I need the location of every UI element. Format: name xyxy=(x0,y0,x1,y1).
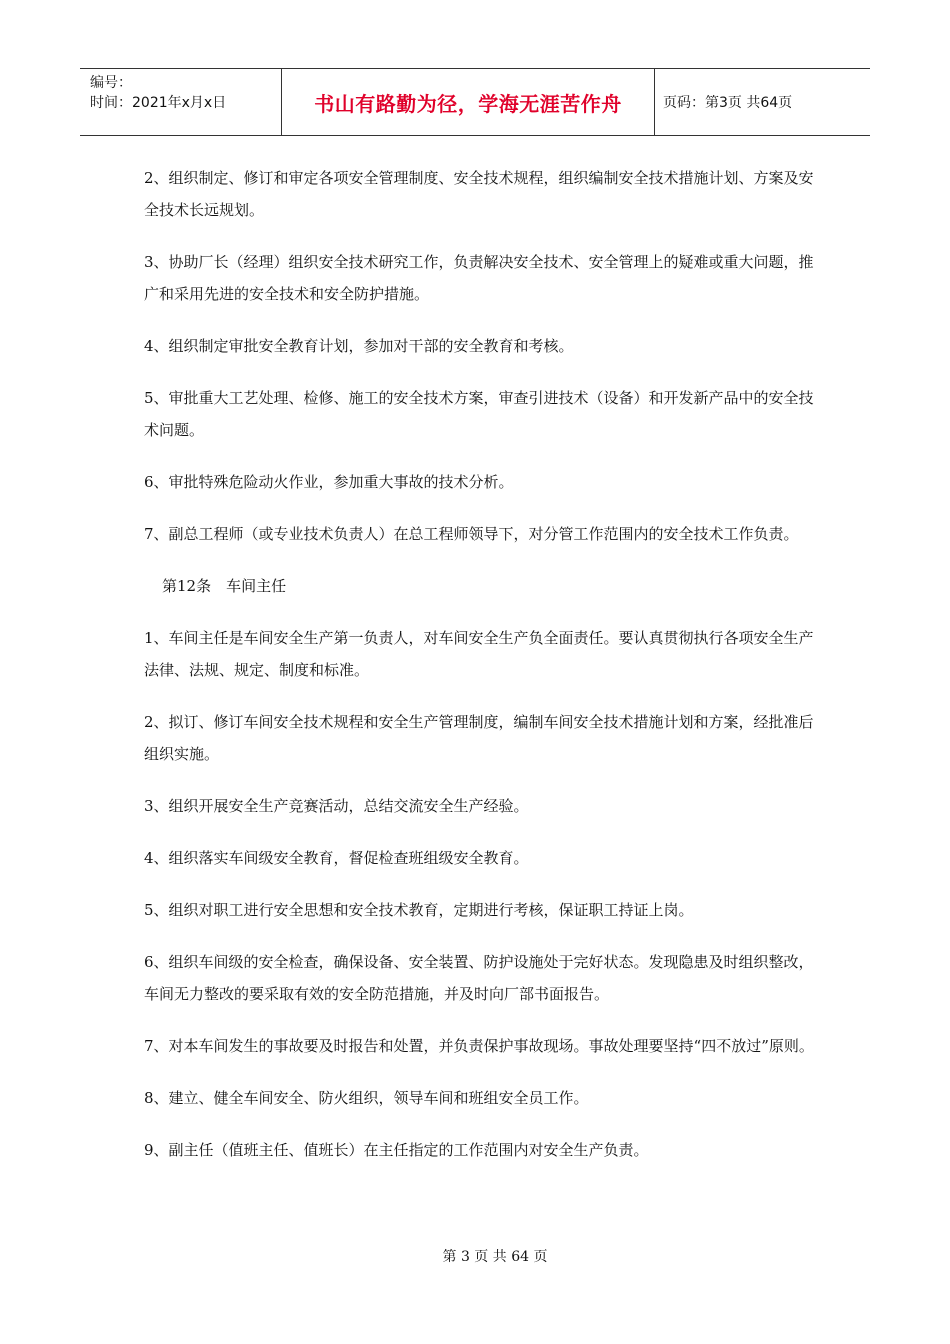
paragraph: 5、审批重大工艺处理、检修、施工的安全技术方案，审查引进技术（设备）和开发新产品中的安全技术问题。 xyxy=(144,389,814,439)
paragraph: 2、拟订、修订车间安全技术规程和安全生产管理制度，编制车间安全技术措施计划和方案，经批准后组织实施。 xyxy=(144,713,814,763)
section-heading: 第12条 车间主任 xyxy=(162,577,287,595)
paragraph: 3、协助厂长（经理）组织安全技术研究工作，负责解决安全技术、安全管理上的疑难或重大问题，推广和采用先进的安全技术和安全防护措施。 xyxy=(144,253,814,303)
page-header xyxy=(80,68,870,136)
paragraph: 3、组织开展安全生产竞赛活动，总结交流安全生产经验。 xyxy=(144,797,529,815)
paragraph: 6、组织车间级的安全检查，确保设备、安全装置、防护设施处于完好状态。发现隐患及时组织整改，车间无力整改的要采取有效的安全防范措施，并及时向厂部书面报告。 xyxy=(144,953,814,1003)
paragraph: 5、组织对职工进行安全思想和安全技术教育，定期进行考核，保证职工持证上岗。 xyxy=(144,901,694,919)
paragraph: 9、副主任（值班主任、值班长）在主任指定的工作范围内对安全生产负责。 xyxy=(144,1141,649,1159)
paragraph: 4、组织落实车间级安全教育，督促检查班组级安全教育。 xyxy=(144,849,529,867)
serial-label: 编号： xyxy=(90,75,132,91)
paragraph: 4、组织制定审批安全教育计划，参加对干部的安全教育和考核。 xyxy=(144,337,574,355)
page-footer: 第 3 页 共 64 页 xyxy=(442,1249,548,1265)
time-label: 时间：2021年x月x日 xyxy=(90,95,227,111)
paragraph: 6、审批特殊危险动火作业，参加重大事故的技术分析。 xyxy=(144,473,514,491)
paragraph: 7、副总工程师（或专业技术负责人）在总工程师领导下，对分管工作范围内的安全技术工作负责。 xyxy=(144,525,799,543)
header-meta xyxy=(80,69,282,135)
paragraph: 8、建立、健全车间安全、防火组织，领导车间和班组安全员工作。 xyxy=(144,1089,589,1107)
paragraph: 2、组织制定、修订和审定各项安全管理制度、安全技术规程，组织编制安全技术措施计划、方案及安全技术长远规划。 xyxy=(144,169,814,219)
header-motto: 书山有路勤为径，学海无涯苦作舟 xyxy=(282,69,655,135)
paragraph: 1、车间主任是车间安全生产第一负责人，对车间安全生产负全面责任。要认真贯彻执行各项安全生产法律、法规、规定、制度和标准。 xyxy=(144,629,814,679)
document-body xyxy=(144,162,814,1186)
paragraph: 7、对本车间发生的事故要及时报告和处置，并负责保护事故现场。事故处理要坚持“四不放过”原则。 xyxy=(144,1037,814,1055)
header-page-info: 页码：第3页 共64页 xyxy=(663,95,793,111)
